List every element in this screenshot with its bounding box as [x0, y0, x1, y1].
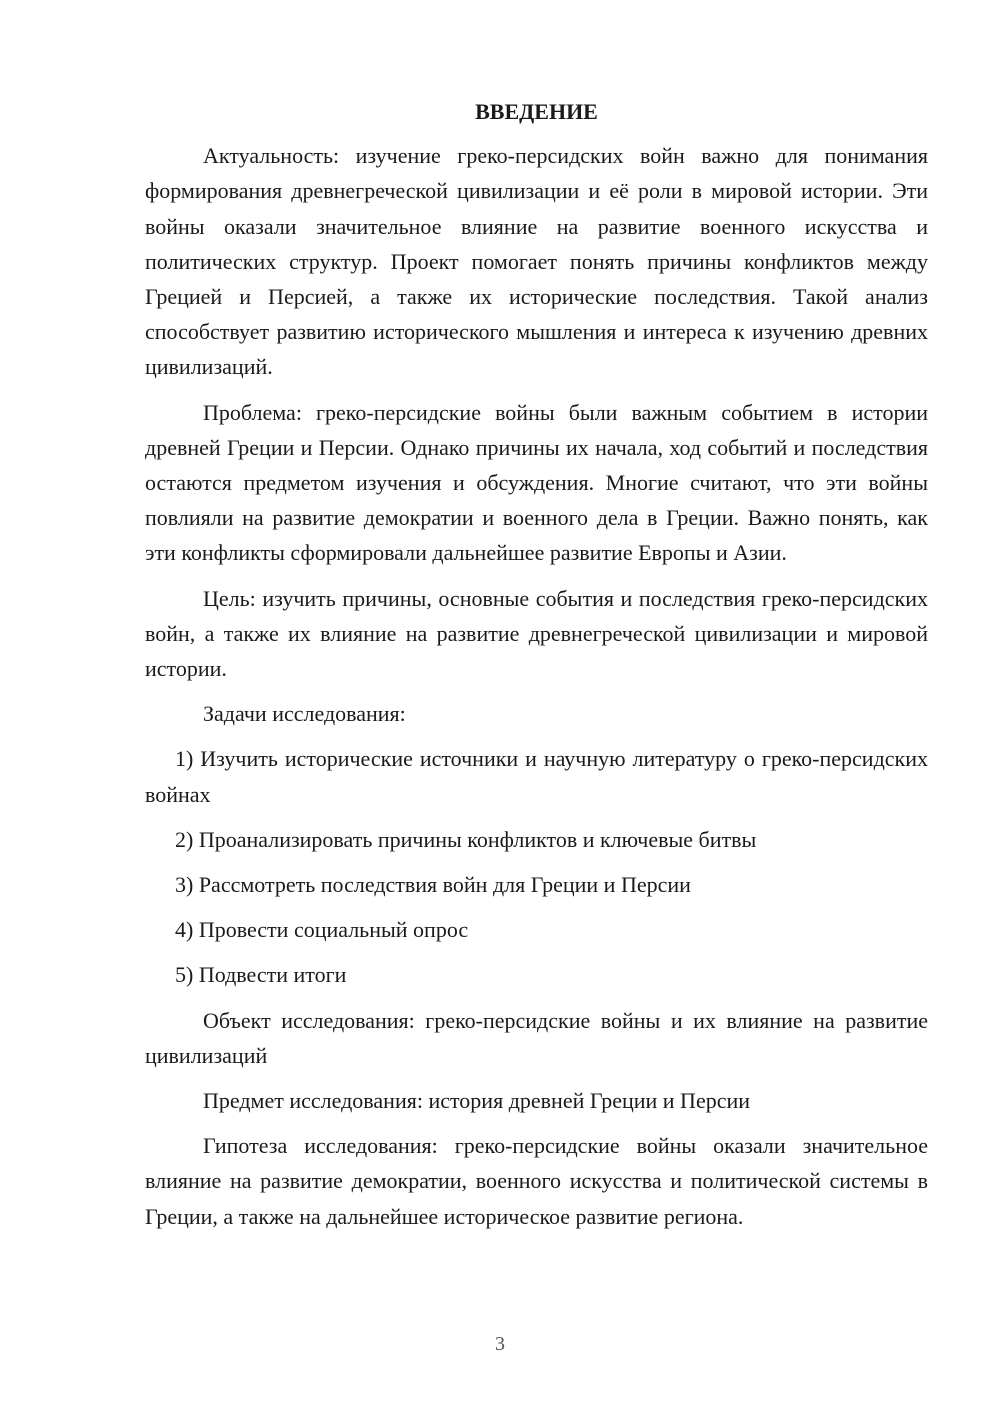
task-item-5: 5) Подвести итоги — [175, 962, 347, 988]
tasks-label: Задачи исследования: — [203, 701, 406, 727]
section-heading: ВВЕДЕНИЕ — [475, 99, 598, 124]
object-paragraph: Объект исследования: греко-персидские войны и их влияние на развитие цивилизаций — [145, 1007, 928, 1068]
task-item-3: 3) Рассмотреть последствия войн для Греции и Персии — [175, 872, 691, 898]
task-item-2: 2) Проанализировать причины конфликтов и ключевые битвы — [175, 826, 757, 852]
subject-paragraph: Предмет исследования: история древней Греции и Персии — [203, 1088, 751, 1114]
relevance-paragraph: Актуальность: изучение греко-персидских войн важно для понимания формирования древнегреческой цивилизации и её роли в мировой истории. Эти войны оказали значительное влияние на развитие военного искусства и политических структур. Проект помогает понять причины конфликтов между Грецией и Персией, а также их исторические последствия. Такой анализ способствует развитию исторического мышления и интереса к изучению древних цивилизаций. — [145, 143, 928, 380]
hypothesis-paragraph: Гипотеза исследования: греко-персидские войны оказали значительное влияние на развитие демократии, военного искусства и политической системы в Греции, а также на дальнейшее историческое развитие региона. — [145, 1133, 928, 1229]
page-number: 3 — [495, 1333, 505, 1355]
problem-paragraph: Проблема: греко-персидские войны были важным событием в истории древней Греции и Персии. Однако причины их начала, ход событий и последствия остаются предметом изучения и обсуждения. Многие считают, что эти войны повлияли на развитие демократии и военного дела в Греции. Важно понять, как эти конфликты сформировали дальнейшее развитие Европы и Азии. — [145, 399, 928, 566]
goal-paragraph: Цель: изучить причины, основные события и последствия греко-персидских войн, а также их влияние на развитие древнегреческой цивилизации и мировой истории. — [145, 585, 928, 682]
task-item-4: 4) Провести социальный опрос — [175, 917, 469, 943]
document-page — [145, 94, 928, 1244]
task-item-1: 1) Изучить исторические источники и научную литературу о греко-персидских войнах — [145, 746, 928, 807]
